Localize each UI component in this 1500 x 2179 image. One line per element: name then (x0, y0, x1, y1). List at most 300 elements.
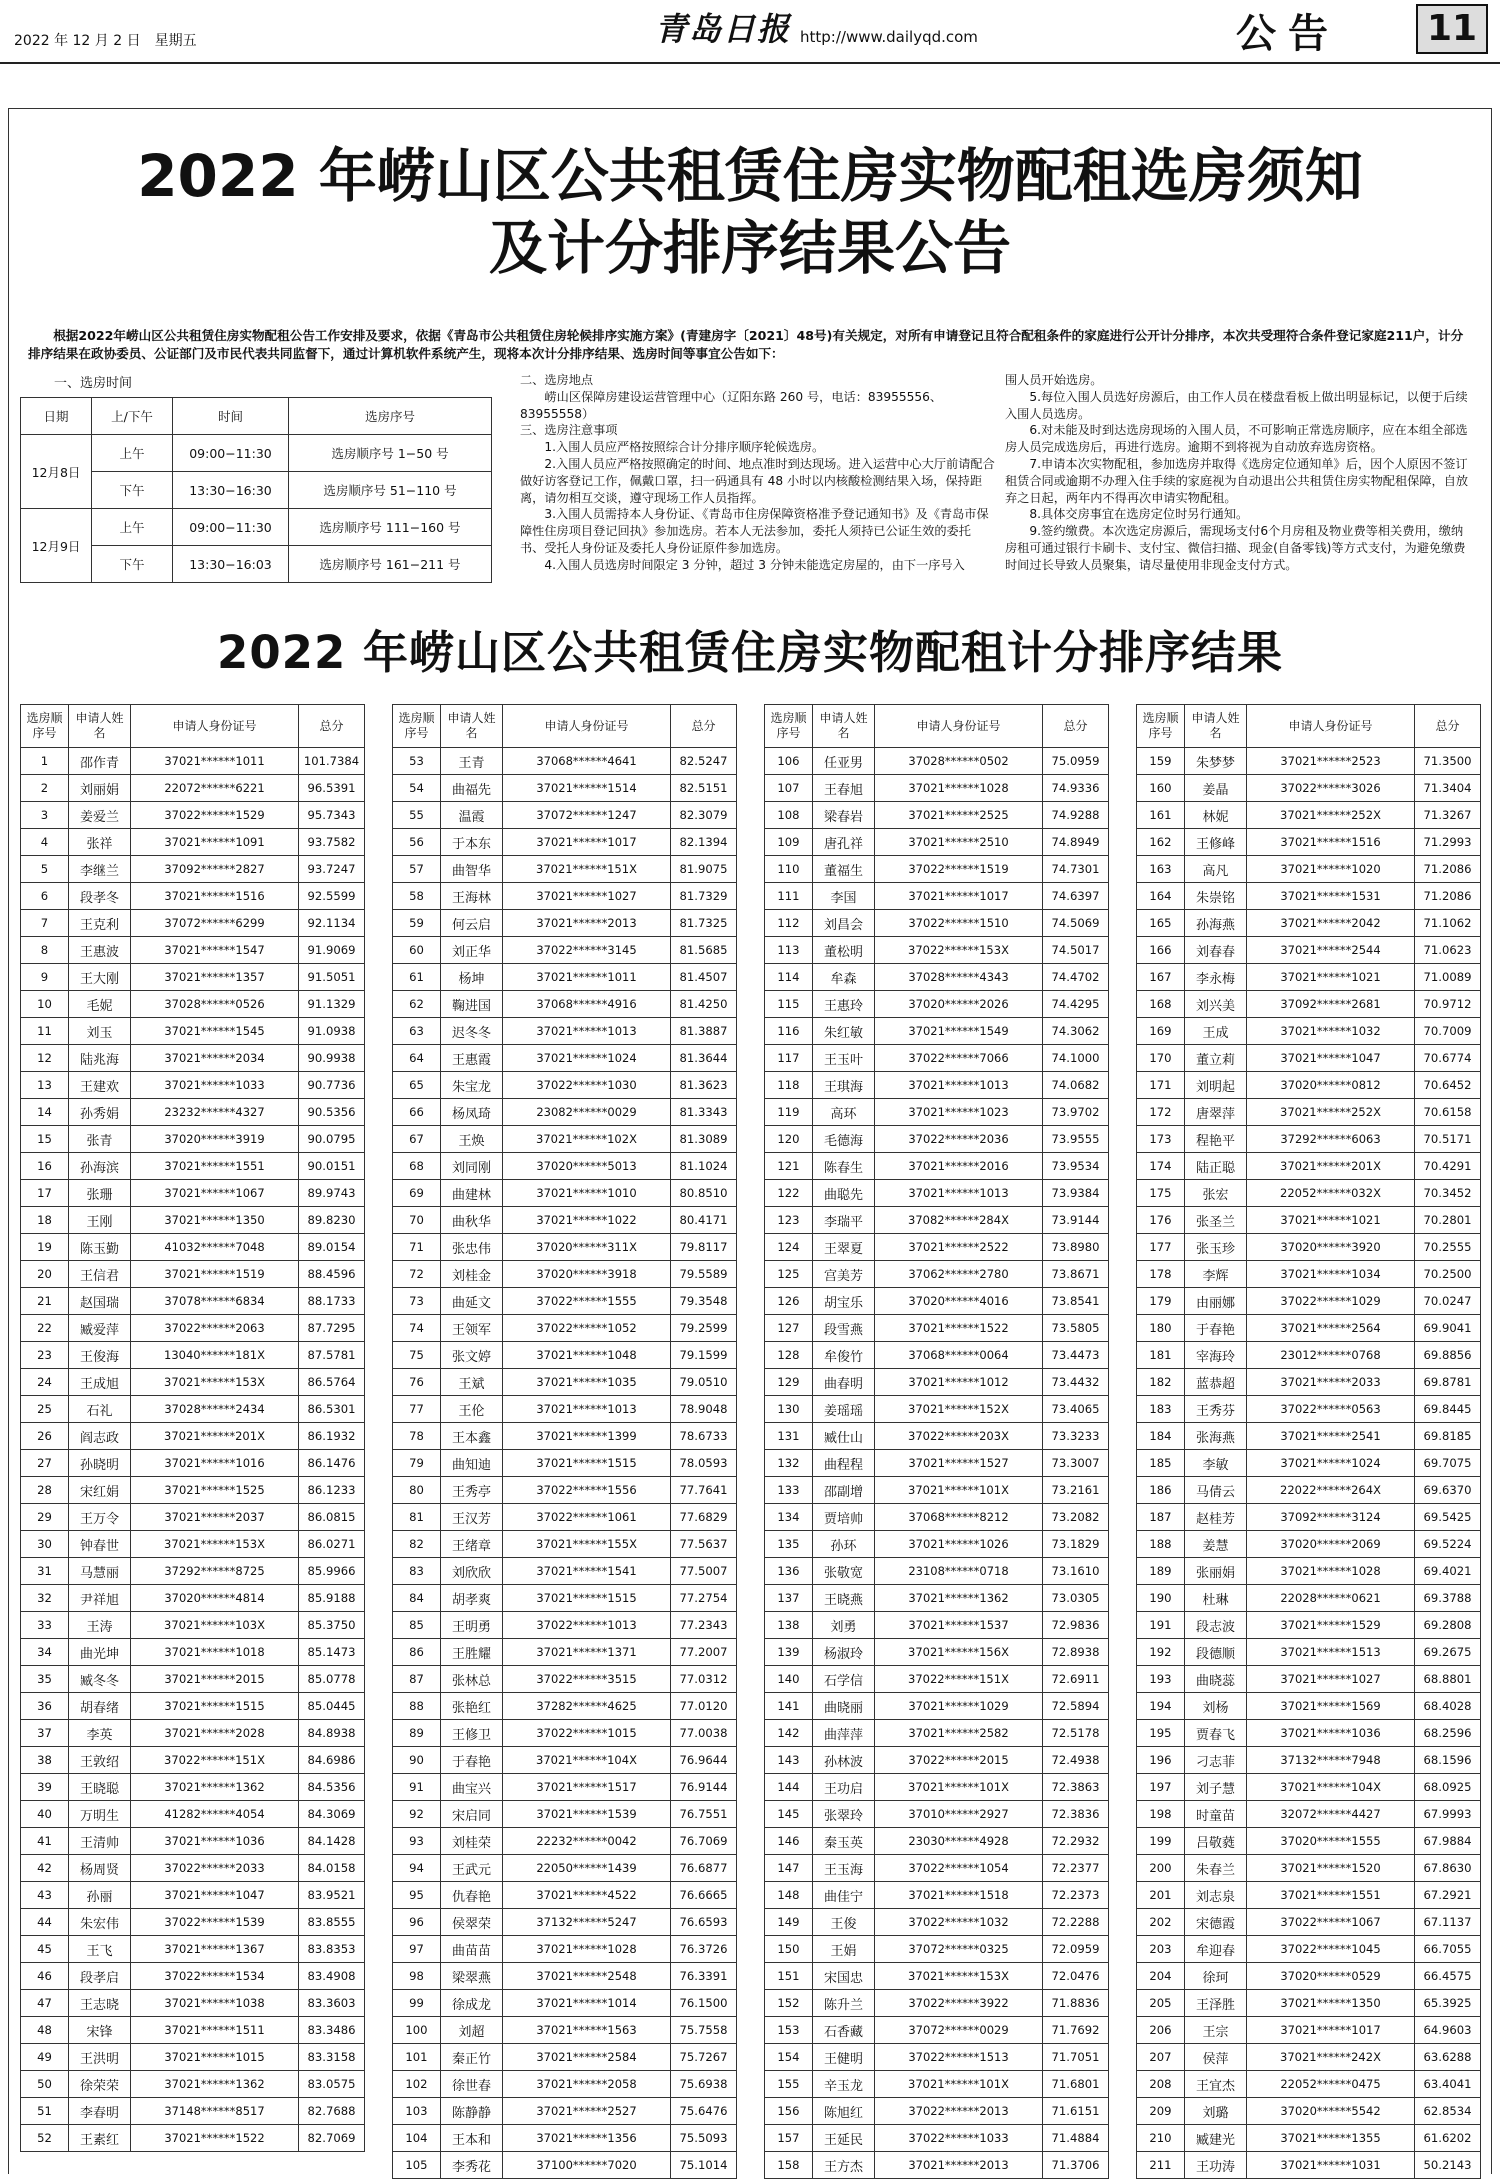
score-cell: 70.4291 (1415, 1153, 1481, 1180)
score-cell: 83.3486 (299, 2017, 365, 2044)
score-cell: 85.9966 (299, 1558, 365, 1585)
rank-cell: 132 (765, 1450, 813, 1477)
score-cell: 76.7069 (671, 1828, 737, 1855)
score-cell: 81.3644 (671, 1045, 737, 1072)
notice-paragraph: 崂山区保障房建设运营管理中心（辽阳东路 260 号，电话：83955556、83955558） (520, 389, 943, 421)
table-row (21, 1909, 365, 1936)
table-row (393, 1936, 737, 1963)
rank-cell: 125 (765, 1261, 813, 1288)
rank-cell: 23 (21, 1342, 69, 1369)
table-row (21, 1234, 365, 1261)
score-cell: 71.7692 (1043, 2017, 1109, 2044)
rank-cell: 192 (1137, 1639, 1185, 1666)
score-cell: 71.0089 (1415, 964, 1481, 991)
rank-cell: 128 (765, 1342, 813, 1369)
name-cell: 段德顺 (1185, 1639, 1247, 1666)
id-cell: 37021******1541 (503, 1558, 671, 1585)
name-cell: 刘勇 (813, 1612, 875, 1639)
score-cell: 69.8185 (1415, 1423, 1481, 1450)
id-cell: 37021******2033 (1247, 1369, 1415, 1396)
table-row (393, 937, 737, 964)
id-cell: 37021******1357 (131, 964, 299, 991)
rank-cell: 61 (393, 964, 441, 991)
score-cell: 90.0151 (299, 1153, 365, 1180)
id-cell: 37021******1529 (1247, 1612, 1415, 1639)
score-cell: 77.0038 (671, 1720, 737, 1747)
score-cell: 76.9644 (671, 1747, 737, 1774)
name-cell: 王功涛 (1185, 2152, 1247, 2179)
table-row (765, 1774, 1109, 1801)
id-cell: 37021******1549 (875, 1018, 1043, 1045)
notice-paragraph: 2.入围人员应严格按照确定的时间、地点准时到达现场。进入运营中心大厅前请配合做好访客登记工作，佩戴口罩，扫一码通具有 48 小时以内核酸检测结果入场，保持距离，请勿相互交谈，遵守现场工作人员指挥。 (520, 456, 995, 505)
rank-cell: 72 (393, 1261, 441, 1288)
score-cell: 76.3726 (671, 1936, 737, 1963)
id-cell: 37092******2827 (131, 856, 299, 883)
schedule-title: 一、选房时间 (54, 376, 133, 391)
table-row (393, 883, 737, 910)
table-row (765, 748, 1109, 775)
rank-cell: 202 (1137, 1909, 1185, 1936)
score-header: 总分 (1415, 705, 1481, 748)
score-cell: 73.4473 (1043, 1342, 1109, 1369)
table-row (21, 1936, 365, 1963)
score-cell: 91.9069 (299, 937, 365, 964)
rank-cell: 116 (765, 1018, 813, 1045)
rank-cell: 160 (1137, 775, 1185, 802)
name-cell: 任亚男 (813, 748, 875, 775)
name-cell: 段雪燕 (813, 1315, 875, 1342)
id-header: 申请人身份证号 (1247, 705, 1415, 748)
id-cell: 37021******201X (131, 1423, 299, 1450)
table-row (1137, 1612, 1481, 1639)
id-cell: 37021******1569 (1247, 1693, 1415, 1720)
rank-cell: 73 (393, 1288, 441, 1315)
table-row (1137, 1342, 1481, 1369)
table-row (393, 1072, 737, 1099)
name-cell: 刘明起 (1185, 1072, 1247, 1099)
id-cell: 23082******0029 (503, 1099, 671, 1126)
name-cell: 王健明 (813, 2044, 875, 2071)
name-cell: 曲晓丽 (813, 1693, 875, 1720)
table-row (393, 1207, 737, 1234)
table-row (21, 1369, 365, 1396)
name-cell: 张文婷 (441, 1342, 503, 1369)
id-cell: 23030******4928 (875, 1828, 1043, 1855)
notice-paragraph: 二、选房地点 (520, 373, 594, 387)
rank-cell: 205 (1137, 1990, 1185, 2017)
name-cell: 陈玉勤 (69, 1234, 131, 1261)
name-cell: 阎志政 (69, 1423, 131, 1450)
name-cell: 李春明 (69, 2098, 131, 2125)
score-cell: 81.7325 (671, 910, 737, 937)
table-row (393, 2125, 737, 2152)
name-cell: 宋红娟 (69, 1477, 131, 1504)
rank-cell: 98 (393, 1963, 441, 1990)
id-cell: 37021******1026 (875, 1531, 1043, 1558)
rank-cell: 85 (393, 1612, 441, 1639)
rank-cell: 206 (1137, 2017, 1185, 2044)
rank-cell: 89 (393, 1720, 441, 1747)
name-cell: 张忠伟 (441, 1234, 503, 1261)
name-cell: 宋启同 (441, 1801, 503, 1828)
name-cell: 姜瑶瑶 (813, 1396, 875, 1423)
table-row (765, 829, 1109, 856)
rank-cell: 87 (393, 1666, 441, 1693)
id-cell: 37021******1013 (875, 1072, 1043, 1099)
name-cell: 陆兆海 (69, 1045, 131, 1072)
name-cell: 刘志泉 (1185, 1882, 1247, 1909)
score-cell: 73.5805 (1043, 1315, 1109, 1342)
name-cell: 曲春明 (813, 1369, 875, 1396)
table-row (393, 1774, 737, 1801)
id-cell: 37021******101X (875, 1477, 1043, 1504)
score-cell: 75.6938 (671, 2071, 737, 2098)
table-row (765, 1882, 1109, 1909)
table-row (765, 1909, 1109, 1936)
name-cell: 曲苗苗 (441, 1936, 503, 1963)
score-cell: 83.3603 (299, 1990, 365, 2017)
name-cell: 张珊 (69, 1180, 131, 1207)
table-row (1137, 1045, 1481, 1072)
rank-cell: 35 (21, 1666, 69, 1693)
rank-cell: 64 (393, 1045, 441, 1072)
score-cell: 69.6370 (1415, 1477, 1481, 1504)
table-row (21, 1585, 365, 1612)
schedule-range: 选房顺序号 51−110 号 (289, 472, 492, 509)
id-cell: 37021******242X (1247, 2044, 1415, 2071)
schedule-time: 09:00−11:30 (173, 509, 289, 546)
rank-cell: 34 (21, 1639, 69, 1666)
id-cell: 37022******7066 (875, 1045, 1043, 1072)
table-row (393, 856, 737, 883)
name-cell: 王清帅 (69, 1828, 131, 1855)
table-row (393, 1342, 737, 1369)
rank-cell: 15 (21, 1126, 69, 1153)
schedule-row (21, 435, 492, 472)
name-cell: 王本和 (441, 2125, 503, 2152)
score-cell: 70.3452 (1415, 1180, 1481, 1207)
id-cell: 37092******3124 (1247, 1504, 1415, 1531)
table-row (1137, 1261, 1481, 1288)
id-cell: 37020******1555 (1247, 1828, 1415, 1855)
name-cell: 臧仕山 (813, 1423, 875, 1450)
rank-cell: 208 (1137, 2071, 1185, 2098)
name-cell: 牟森 (813, 964, 875, 991)
rank-cell: 67 (393, 1126, 441, 1153)
id-cell: 23108******0718 (875, 1558, 1043, 1585)
id-header: 申请人身份证号 (131, 705, 299, 748)
id-cell: 37021******153X (875, 1963, 1043, 1990)
rank-cell: 134 (765, 1504, 813, 1531)
table-row (765, 1099, 1109, 1126)
id-cell: 37020******0529 (1247, 1963, 1415, 1990)
rank-cell: 6 (21, 883, 69, 910)
id-cell: 22232******0042 (503, 1828, 671, 1855)
score-cell: 93.7582 (299, 829, 365, 856)
table-row (21, 2071, 365, 2098)
name-cell: 邵副增 (813, 1477, 875, 1504)
id-cell: 37021******1031 (1247, 2152, 1415, 2179)
table-row (393, 1045, 737, 1072)
id-cell: 37072******6299 (131, 910, 299, 937)
name-cell: 梁春岩 (813, 802, 875, 829)
score-cell: 81.4507 (671, 964, 737, 991)
id-cell: 37021******1519 (131, 1261, 299, 1288)
name-cell: 王焕 (441, 1126, 503, 1153)
name-cell: 曲光坤 (69, 1639, 131, 1666)
table-row (765, 1963, 1109, 1990)
name-cell: 刘子慧 (1185, 1774, 1247, 1801)
name-cell: 尹祥旭 (69, 1585, 131, 1612)
table-row (21, 1828, 365, 1855)
table-row (1137, 1126, 1481, 1153)
rank-cell: 37 (21, 1720, 69, 1747)
name-cell: 曲佳宁 (813, 1882, 875, 1909)
score-cell: 73.8541 (1043, 1288, 1109, 1315)
table-row (765, 1990, 1109, 2017)
table-row (1137, 1882, 1481, 1909)
name-cell: 王明勇 (441, 1612, 503, 1639)
name-cell: 马倩云 (1185, 1477, 1247, 1504)
name-cell: 孙林波 (813, 1747, 875, 1774)
name-cell: 王惠波 (69, 937, 131, 964)
name-cell: 鞠进国 (441, 991, 503, 1018)
newspaper-url[interactable]: http://www.dailyqd.com (800, 28, 978, 46)
id-cell: 37022******1015 (503, 1720, 671, 1747)
table-row (765, 2071, 1109, 2098)
score-cell: 72.5178 (1043, 1720, 1109, 1747)
name-cell: 王胜耀 (441, 1639, 503, 1666)
rank-cell: 172 (1137, 1099, 1185, 1126)
id-cell: 37021******1013 (875, 1180, 1043, 1207)
name-cell: 刘丽娟 (69, 775, 131, 802)
table-row (1137, 802, 1481, 829)
table-row (393, 1801, 737, 1828)
id-cell: 37021******1011 (131, 748, 299, 775)
id-cell: 37022******1556 (503, 1477, 671, 1504)
schedule-period: 上午 (92, 435, 173, 472)
schedule-range: 选房顺序号 1−50 号 (289, 435, 492, 472)
name-cell: 仇春艳 (441, 1882, 503, 1909)
rank-cell: 30 (21, 1531, 69, 1558)
name-cell: 朱梦梦 (1185, 748, 1247, 775)
rank-cell: 142 (765, 1720, 813, 1747)
id-cell: 37021******1551 (131, 1153, 299, 1180)
rank-cell: 49 (21, 2044, 69, 2071)
rank-cell: 33 (21, 1612, 69, 1639)
score-cell: 71.2086 (1415, 856, 1481, 883)
rank-cell: 54 (393, 775, 441, 802)
table-row (21, 1099, 365, 1126)
score-cell: 71.1062 (1415, 910, 1481, 937)
id-cell: 37021******1515 (503, 1585, 671, 1612)
name-cell: 张艳红 (441, 1693, 503, 1720)
table-row (393, 910, 737, 937)
name-cell: 曲宝兴 (441, 1774, 503, 1801)
score-cell: 67.2921 (1415, 1882, 1481, 1909)
table-row (393, 1882, 737, 1909)
table-row (21, 2017, 365, 2044)
score-cell: 69.7075 (1415, 1450, 1481, 1477)
name-cell: 曲程程 (813, 1450, 875, 1477)
table-row (21, 2098, 365, 2125)
id-cell: 41282******4054 (131, 1801, 299, 1828)
name-cell: 李秀花 (441, 2152, 503, 2179)
score-cell: 80.8510 (671, 1180, 737, 1207)
score-cell: 81.3089 (671, 1126, 737, 1153)
rank-cell: 194 (1137, 1693, 1185, 1720)
table-row (21, 1288, 365, 1315)
score-cell: 78.0593 (671, 1450, 737, 1477)
table-row (1137, 1369, 1481, 1396)
table-row (765, 910, 1109, 937)
rank-cell: 198 (1137, 1801, 1185, 1828)
name-cell: 钟春世 (69, 1531, 131, 1558)
id-cell: 37021******104X (1247, 1774, 1415, 1801)
score-cell: 75.0959 (1043, 748, 1109, 775)
schedule-date: 12月9日 (21, 509, 92, 583)
rank-cell: 140 (765, 1666, 813, 1693)
rank-cell: 13 (21, 1072, 69, 1099)
score-cell: 75.1014 (671, 2152, 737, 2179)
score-cell: 74.5017 (1043, 937, 1109, 964)
id-cell: 37021******2544 (1247, 937, 1415, 964)
score-cell: 89.9743 (299, 1180, 365, 1207)
name-cell: 王成 (1185, 1018, 1247, 1045)
id-cell: 37021******2042 (1247, 910, 1415, 937)
id-cell: 37092******2681 (1247, 991, 1415, 1018)
name-cell: 程艳平 (1185, 1126, 1247, 1153)
rank-cell: 179 (1137, 1288, 1185, 1315)
score-cell: 73.4065 (1043, 1396, 1109, 1423)
score-cell: 82.5247 (671, 748, 737, 775)
rank-cell: 113 (765, 937, 813, 964)
table-row (1137, 1666, 1481, 1693)
rank-cell: 46 (21, 1963, 69, 1990)
table-row (21, 1774, 365, 1801)
score-cell: 63.4041 (1415, 2071, 1481, 2098)
score-cell: 68.2596 (1415, 1720, 1481, 1747)
id-cell: 37021******2015 (131, 1666, 299, 1693)
table-row (765, 964, 1109, 991)
rank-cell: 156 (765, 2098, 813, 2125)
id-cell: 37022******3145 (503, 937, 671, 964)
score-cell: 81.3343 (671, 1099, 737, 1126)
table-row (393, 1423, 737, 1450)
rank-cell: 187 (1137, 1504, 1185, 1531)
table-row (1137, 856, 1481, 883)
table-row (765, 1180, 1109, 1207)
name-cell: 张海燕 (1185, 1423, 1247, 1450)
rank-cell: 104 (393, 2125, 441, 2152)
name-cell: 李继兰 (69, 856, 131, 883)
score-cell: 73.8980 (1043, 1234, 1109, 1261)
score-cell: 81.4250 (671, 991, 737, 1018)
id-cell: 37021******153X (131, 1369, 299, 1396)
rank-cell: 53 (393, 748, 441, 775)
table-row (21, 1693, 365, 1720)
id-cell: 37148******8517 (131, 2098, 299, 2125)
table-row (393, 1126, 737, 1153)
rank-cell: 209 (1137, 2098, 1185, 2125)
name-header: 申请人姓名 (69, 705, 131, 748)
score-cell: 75.5093 (671, 2125, 737, 2152)
id-cell: 37021******252X (1247, 802, 1415, 829)
score-cell: 68.4028 (1415, 1693, 1481, 1720)
id-cell: 37021******1014 (503, 1990, 671, 2017)
rank-cell: 141 (765, 1693, 813, 1720)
table-row (1137, 1504, 1481, 1531)
score-cell: 73.9534 (1043, 1153, 1109, 1180)
rank-cell: 11 (21, 1018, 69, 1045)
id-cell: 37021******153X (131, 1531, 299, 1558)
id-cell: 37022******1030 (503, 1072, 671, 1099)
score-cell: 79.1599 (671, 1342, 737, 1369)
id-cell: 37282******4625 (503, 1693, 671, 1720)
id-cell: 37021******1522 (875, 1315, 1043, 1342)
rank-cell: 59 (393, 910, 441, 937)
name-header: 申请人姓名 (441, 705, 503, 748)
rank-cell: 39 (21, 1774, 69, 1801)
notice-paragraph: 7.申请本次实物配租，参加选房并取得《选房定位通知单》后，因个人原因不签订租赁合同或逾期不办理入住手续的家庭视为自动退出公共租赁住房实物配租保障，自放弃之日起，两年内不得再次申请实物配租。 (1005, 456, 1469, 505)
table-row (1137, 964, 1481, 991)
table-row (765, 1720, 1109, 1747)
name-cell: 陆正聪 (1185, 1153, 1247, 1180)
name-cell: 刘欣欣 (441, 1558, 503, 1585)
rank-cell: 157 (765, 2125, 813, 2152)
id-cell: 37021******2058 (503, 2071, 671, 2098)
id-cell: 37021******104X (503, 1747, 671, 1774)
score-cell: 67.9884 (1415, 1828, 1481, 1855)
name-cell: 陈升兰 (813, 1990, 875, 2017)
id-cell: 37021******1551 (1247, 1882, 1415, 1909)
rank-cell: 62 (393, 991, 441, 1018)
score-cell: 91.1329 (299, 991, 365, 1018)
table-row (765, 1207, 1109, 1234)
table-row (21, 1423, 365, 1450)
score-cell: 89.8230 (299, 1207, 365, 1234)
name-cell: 臧爱萍 (69, 1315, 131, 1342)
name-header: 申请人姓名 (1185, 705, 1247, 748)
notice-paragraph: 8.具体交房事宜在选房定位时另行通知。 (1029, 507, 1249, 522)
table-row (1137, 1855, 1481, 1882)
id-cell: 37021******1362 (875, 1585, 1043, 1612)
score-cell: 86.1233 (299, 1477, 365, 1504)
schedule-period: 上午 (92, 509, 173, 546)
name-cell: 董松明 (813, 937, 875, 964)
table-row (393, 1369, 737, 1396)
table-row (765, 1450, 1109, 1477)
score-cell: 70.2500 (1415, 1261, 1481, 1288)
schedule-header-cell: 上/下午 (92, 398, 173, 435)
score-cell: 73.1610 (1043, 1558, 1109, 1585)
id-cell: 37021******1515 (131, 1693, 299, 1720)
id-cell: 37022******1052 (503, 1315, 671, 1342)
table-row (21, 2044, 365, 2071)
schedule-time: 13:30−16:03 (173, 546, 289, 583)
table-row (21, 1018, 365, 1045)
name-cell: 王志晓 (69, 1990, 131, 2017)
table-row (393, 748, 737, 775)
name-cell: 王翠夏 (813, 1234, 875, 1261)
table-row (1137, 829, 1481, 856)
table-row (765, 1342, 1109, 1369)
name-cell: 宋德霞 (1185, 1909, 1247, 1936)
rank-cell: 28 (21, 1477, 69, 1504)
rank-cell: 162 (1137, 829, 1185, 856)
name-cell: 杨坤 (441, 964, 503, 991)
table-row (21, 1207, 365, 1234)
